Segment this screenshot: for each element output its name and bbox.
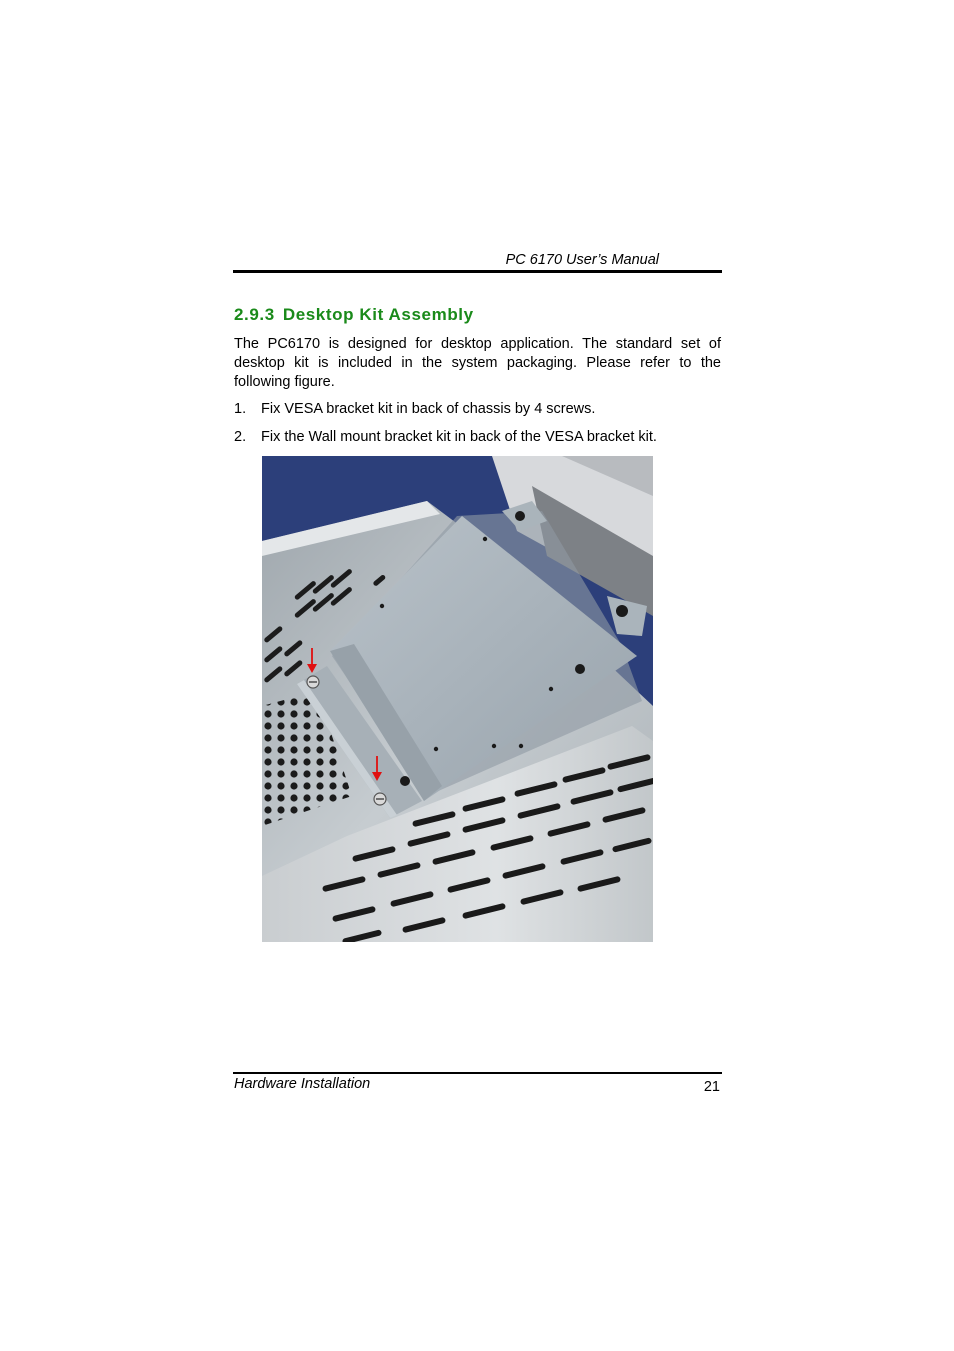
- intro-paragraph: The PC6170 is designed for desktop application. The standard set of desktop kit is included in the system packaging. Please refer to the following figure.: [234, 336, 721, 390]
- section-title: Desktop Kit Assembly: [282, 305, 474, 324]
- section-number: 2.9.3: [234, 305, 275, 324]
- section-heading: [234, 305, 474, 325]
- header-manual-title: PC 6170 User’s Manual: [505, 252, 659, 268]
- step-number: 1.: [234, 401, 247, 417]
- footer-chapter: Hardware Installation: [234, 1076, 371, 1092]
- step-number: 2.: [234, 429, 247, 445]
- step-item: [234, 429, 657, 445]
- header-rule: [233, 270, 722, 273]
- desktop-kit-photo: [262, 456, 653, 942]
- step-item: [234, 401, 595, 417]
- step-text: Fix VESA bracket kit in back of chassis by 4 screws.: [261, 401, 596, 417]
- footer-rule: [233, 1072, 722, 1074]
- page-number: 21: [703, 1079, 720, 1095]
- step-text: Fix the Wall mount bracket kit in back of the VESA bracket kit.: [261, 429, 657, 445]
